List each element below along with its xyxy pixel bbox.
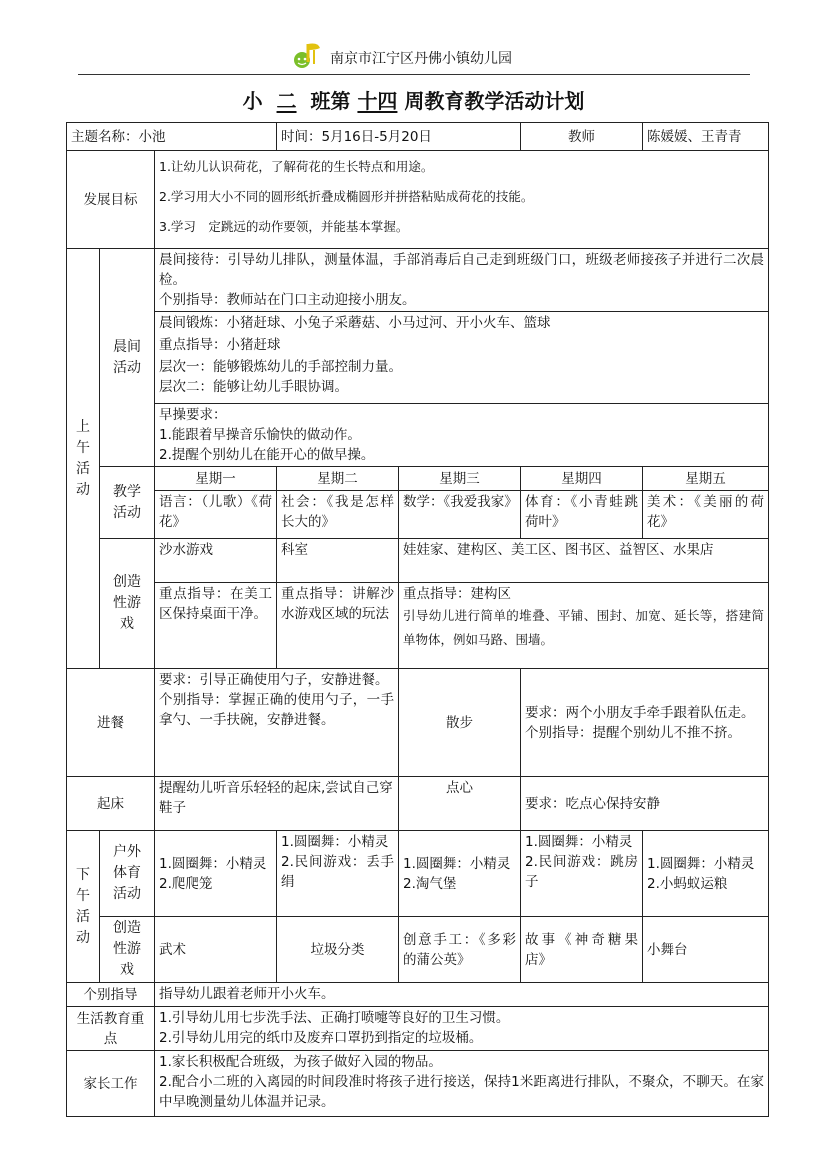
teaching-item: 数学：《我爱我家》 [399,491,521,539]
page-title: 小 二 班第 十四 周教育教学活动计划 [242,89,585,113]
walk-requirement: 要求：两个小朋友手牵手跟着队伍走。 [525,704,755,721]
creative-focus: 重点指导：讲解沙水游戏区域的玩法 [277,583,399,669]
teaching-item: 体育：《小青蛙跳荷叶》 [521,491,643,539]
outdoor-item: 1.圆圈舞：小精灵 [647,855,755,872]
goal-item: 3.学习 定跳远的动作要领，并能基本掌握。 [159,219,409,234]
drill-item: 1.能跟着早操音乐愉快的做动作。 [159,427,361,443]
morning-activity-label: 晨间活动 [100,249,155,467]
meal-requirement: 要求：引导正确使用勺子，安静进餐。 [159,672,389,688]
creative-focus-title: 重点指导：建构区 [403,586,511,602]
life-education-label: 生活教育重点 [67,1007,155,1051]
title-week-number: 十四 [357,89,398,113]
walk-guide: 个别指导：提醒个别幼儿不推不挤。 [525,724,741,741]
creative-focus-body: 引导幼儿进行简单的堆叠、平铺、围封、加宽、延长等，搭建简单物体，例如马路、围墙。 [403,608,764,647]
afternoon-section-label: 下午活动 [67,831,100,983]
outdoor-item: 2.小蚂蚁运粮 [647,875,728,892]
page-header [78,36,750,76]
morning-reception-guide: 个别指导：教师站在门口主动迎接小朋友。 [159,292,416,308]
weekly-plan-table [66,122,769,1117]
meal-label: 进餐 [67,669,155,777]
creative-tuesday: 科室 [277,539,399,583]
individual-guidance-text: 指导幼儿跟着老师开小火车。 [155,983,769,1007]
morning-section-label: 上午活动 [67,249,100,669]
teaching-item: 社会：《我是怎样长大的》 [277,491,399,539]
morning-level-2: 层次二：能够让幼儿手眼协调。 [159,379,348,395]
weekday-header: 星期四 [521,467,643,491]
outdoor-item: 2.民间游戏：跳房子 [525,854,638,890]
snack-label: 点心 [399,777,521,831]
wake-text: 提醒幼儿听音乐轻轻的起床,尝试自己穿鞋子 [155,777,399,831]
walk-label: 散步 [399,669,521,777]
goals-label: 发展目标 [67,151,155,249]
morning-exercise: 晨间锻炼：小猪赶球、小兔子采蘑菇、小马过河、开小火车、篮球 [159,315,551,331]
afternoon-creative-item: 武术 [155,917,277,983]
theme-name: 主题名称：小池 [67,123,277,151]
parent-work-item: 1.家长积极配合班级，为孩子做好入园的物品。 [159,1054,442,1070]
outdoor-item: 2.爬爬笼 [159,875,213,892]
outdoor-item: 2.民间游戏：丢手绢 [281,854,394,890]
outdoor-item: 2.淘气堡 [403,875,457,892]
afternoon-creative-item: 小舞台 [643,917,769,983]
outdoor-item: 1.圆圈舞：小精灵 [525,834,633,850]
afternoon-creative-item: 创意手工：《多彩的蒲公英》 [399,917,521,983]
teaching-item: 美术：《美丽的荷花》 [643,491,769,539]
weekday-header: 星期五 [643,467,769,491]
snack-text: 要求：吃点心保持安静 [521,777,769,831]
title-class-number: 二 [276,89,297,113]
creative-focus: 重点指导：在美工区保持桌面干净。 [155,583,277,669]
goal-item: 1.让幼儿认识荷花，了解荷花的生长特点和用途。 [159,159,434,174]
teaching-item: 语言：（儿歌）《荷花》 [155,491,277,539]
wake-label: 起床 [67,777,155,831]
morning-level-1: 层次一：能够锻炼幼儿的手部控制力量。 [159,359,402,375]
morning-reception: 晨间接待：引导幼儿排队，测量体温，手部消毒后自己走到班级门口，班级老师接孩子并进行二次晨检。 [159,252,764,288]
individual-guidance-label: 个别指导 [67,983,155,1007]
creative-game-label: 创造性游戏 [100,539,155,669]
life-education-item: 1.引导幼儿用七步洗手法、正确打喷嚏等良好的卫生习惯。 [159,1010,510,1026]
creative-areas: 娃娃家、建构区、美工区、图书区、益智区、水果店 [399,539,769,583]
outdoor-item: 1.圆圈舞：小精灵 [159,855,267,872]
weekday-header: 星期二 [277,467,399,491]
teacher-label: 教师 [521,123,643,151]
teaching-activity-label: 教学活动 [100,467,155,539]
school-logo-icon [290,40,324,70]
drill-item: 2.提醒个别幼儿在能开心的做早操。 [159,447,375,463]
parent-work-item: 2.配合小二班的入离园的时间段准时将孩子进行接送，保持1米距离进行排队，不聚众，不聊天。在家中早晚测量幼儿体温并记录。 [159,1074,764,1110]
afternoon-creative-item: 故事《神奇糖果店》 [521,917,643,983]
life-education-item: 2.引导幼儿用完的纸巾及废弃口罩扔到指定的垃圾桶。 [159,1030,483,1046]
date-range: 时间：5月16日-5月20日 [277,123,521,151]
weekday-header: 星期一 [155,467,277,491]
creative-monday: 沙水游戏 [155,539,277,583]
outdoor-activity-label: 户外体育活动 [100,831,155,917]
parent-work-label: 家长工作 [67,1051,155,1117]
header-divider [78,74,750,75]
outdoor-item: 1.圆圈舞：小精灵 [281,834,389,850]
goal-item: 2.学习用大小不同的圆形纸折叠成椭圆形并拼搭粘贴成荷花的技能。 [159,189,534,204]
meal-guide: 个别指导：掌握正确的使用勺子，一手拿勺、一手扶碗，安静进餐。 [159,692,394,728]
afternoon-creative-item: 垃圾分类 [277,917,399,983]
outdoor-item: 1.圆圈舞：小精灵 [403,855,511,872]
teacher-names: 陈媛媛、王青青 [643,123,769,151]
morning-focus: 重点指导：小猪赶球 [159,337,281,353]
school-name: 南京市江宁区丹佛小镇幼儿园 [330,51,512,67]
afternoon-creative-label: 创造性游戏 [100,917,155,983]
weekday-header: 星期三 [399,467,521,491]
drill-title: 早操要求： [159,407,227,423]
